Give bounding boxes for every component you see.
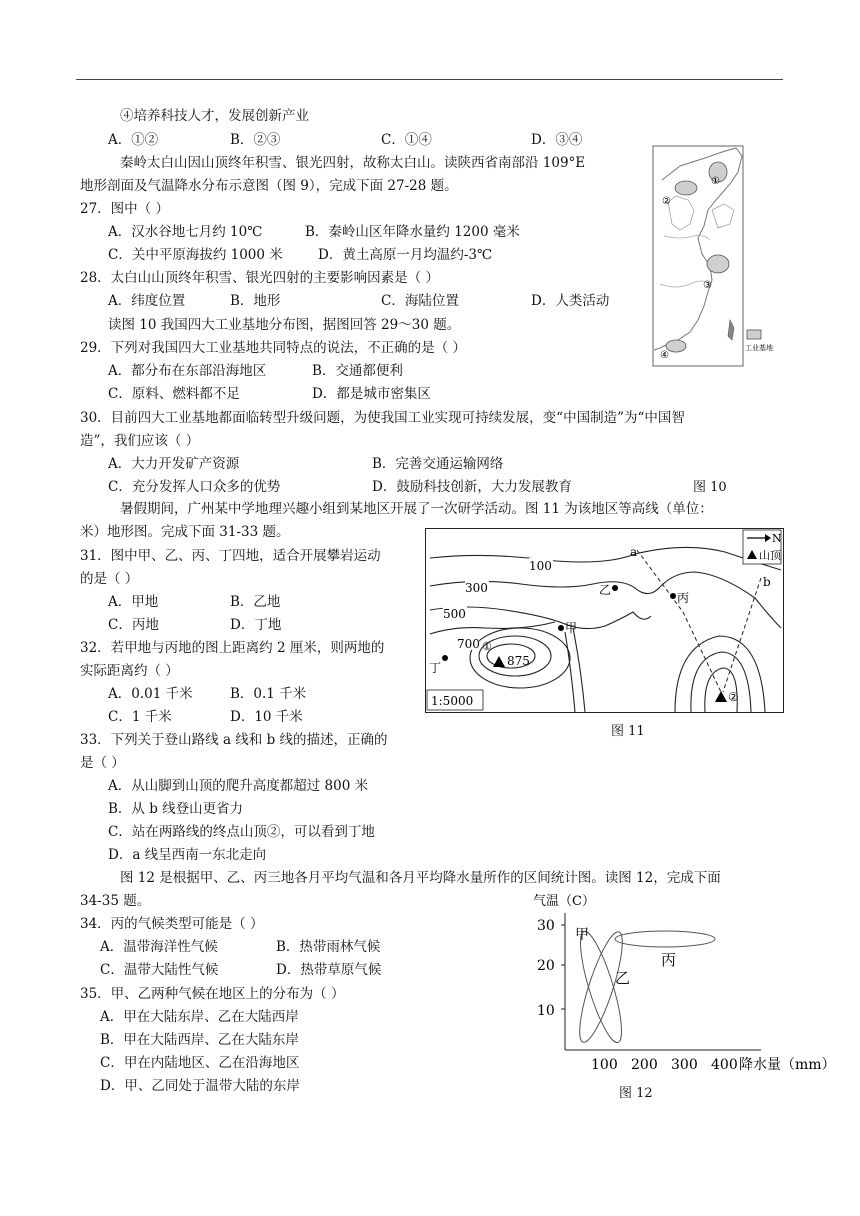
question-30-cont: 造”，我们应该（ ）: [80, 433, 200, 449]
contour-label: 700: [457, 637, 480, 651]
figure-12-chart: [525, 885, 840, 1077]
contour-label: 100: [529, 559, 552, 573]
y-axis-label: 气温（C）: [533, 894, 595, 909]
peak-1-label: ①: [482, 640, 492, 653]
series-jia-region: [573, 928, 630, 1046]
industrial-base-beijing-tianjin: [675, 181, 697, 195]
peak-elevation: 875: [507, 654, 530, 668]
option-b: B．热带雨林气候: [276, 939, 381, 955]
option-d: D．黄土高原一月均温约-3℃: [318, 247, 493, 263]
option-a: A．大力开发矿产资源: [108, 456, 240, 472]
taiwan-island: [728, 320, 734, 340]
header-rule: [76, 79, 783, 80]
option-c: C．充分发挥人口众多的优势: [108, 479, 281, 495]
figure-12-caption: 图 12: [619, 1086, 653, 1101]
option-c: C．甲在内陆地区、乙在沿海地区: [100, 1055, 300, 1071]
option-c: C．1 千米: [108, 709, 172, 725]
option-b: B．交通都便利: [312, 363, 403, 379]
option-c: C．原料、燃料都不足: [108, 386, 240, 402]
series-jia-label: 甲: [575, 927, 589, 943]
option-d: D．人类活动: [531, 293, 610, 309]
fig10-legend-label: 工业基地: [745, 344, 773, 352]
question-31: 31．图中甲、乙、丙、丁四地，适合开展攀岩运动: [80, 548, 381, 564]
question-33: 33．下列关于登山路线 a 线和 b 线的描述，正确的: [80, 732, 388, 748]
question-32: 32．若甲地与丙地的图上距离约 2 厘米，则两地的: [80, 640, 385, 656]
option-c: C．海陆位置: [381, 293, 459, 309]
fig10-label-3: ③: [703, 280, 712, 291]
option-d: D．鼓励科技创新，大力发展教育: [372, 479, 572, 495]
option-a: A．汉水谷地七月约 10℃: [108, 224, 263, 240]
x-tick: 300: [671, 1057, 698, 1073]
contour-label: 500: [443, 607, 466, 621]
fig10-label-4: ④: [660, 350, 669, 361]
passage: 34-35 题。: [80, 893, 151, 909]
industrial-base-huning-hang: [707, 255, 729, 273]
question-31-cont: 的是（ ）: [80, 571, 139, 587]
passage: 读图 10 我国四大工业基地分布图，据图回答 29～30 题。: [108, 317, 461, 333]
option-b: B．乙地: [230, 594, 281, 610]
place-jia: 甲: [565, 621, 578, 635]
option-d: D．10 千米: [230, 709, 303, 725]
option-b: B．从 b 线登山更省力: [108, 801, 244, 817]
peak-2-label: ②: [728, 690, 739, 704]
legend-swatch: [747, 330, 761, 339]
figure-11-caption: 图 11: [611, 724, 645, 739]
x-tick: 100: [591, 1057, 618, 1073]
option-b: B．甲在大陆西岸、乙在大陆东岸: [100, 1032, 299, 1048]
question-35: 35．甲、乙两种气候在地区上的分布为（ ）: [80, 986, 345, 1002]
industrial-base-pearl-river: [666, 340, 686, 352]
route-b-label: b: [763, 575, 771, 589]
series-bing-label: 丙: [661, 951, 677, 969]
option-a: A．温带海洋性气候: [100, 939, 218, 955]
figure-10-map: [650, 144, 785, 370]
north-label: N: [772, 532, 782, 545]
question-28: 28．太白山山顶终年积雪、银光四射的主要影响因素是（ ）: [80, 270, 439, 286]
question-32-cont: 实际距离约（ ）: [80, 663, 179, 679]
option-b: B．0.1 千米: [230, 686, 307, 702]
option-c: C．丙地: [108, 617, 159, 633]
option-b: B．秦岭山区年降水量约 1200 毫米: [305, 224, 520, 240]
option-b: B．地形: [230, 293, 281, 309]
option-c: C．关中平原海拔约 1000 米: [108, 247, 283, 263]
question-33-cont: 是（ ）: [80, 755, 125, 771]
question-27: 27．图中（ ）: [80, 201, 169, 217]
x-tick: 400: [711, 1057, 738, 1073]
y-tick: 30: [537, 918, 555, 934]
figure-11-contour-map: [425, 528, 784, 713]
series-yi-label: 乙: [615, 969, 631, 987]
contour-label: 300: [465, 581, 488, 595]
passage: 地形剖面及气温降水分布示意图（图 9），完成下面 27-28 题。: [80, 178, 458, 194]
option-d: D．③④: [531, 132, 583, 148]
question-29: 29．下列对我国四大工业基地共同特点的说法，不正确的是（ ）: [80, 340, 466, 356]
option-a: A．①②: [108, 132, 159, 148]
x-tick: 200: [631, 1057, 658, 1073]
figure-10-caption: 图 10: [693, 480, 727, 495]
x-axis-label: 降水量（mm）: [739, 1057, 836, 1073]
y-tick: 10: [537, 1003, 555, 1019]
option-c: C．站在两路线的终点山顶②，可以看到丁地: [108, 824, 375, 840]
option-d: D．a 线呈西南一东北走向: [108, 847, 267, 863]
option-a: A．甲在大陆东岸、乙在大陆西岸: [100, 1009, 299, 1025]
place-ding: 丁: [429, 661, 442, 675]
option-c: C．温带大陆性气候: [100, 962, 219, 978]
option-a: A．0.01 千米: [108, 686, 193, 702]
place-bing: 丙: [677, 591, 690, 605]
series-bing-region: [615, 931, 715, 947]
passage: 米）地形图。完成下面 31-33 题。: [80, 524, 290, 540]
place-yi: 乙: [599, 583, 612, 597]
passage: 图 12 是根据甲、乙、丙三地各月平均气温和各月平均降水量所作的区间统计图。读图 12，完成下面: [120, 870, 721, 886]
question-34: 34．丙的气候类型可能是（ ）: [80, 916, 264, 932]
passage: 暑假期间，广州某中学地理兴趣小组到某地区开展了一次研学活动。图 11 为该地区等高线（单位：: [120, 501, 713, 517]
option-a: A．从山脚到山顶的爬升高度都超过 800 米: [108, 778, 369, 794]
route-a-label: a: [630, 545, 638, 559]
y-tick: 20: [537, 958, 555, 974]
option-a: A．纬度位置: [108, 293, 186, 309]
option-line: ④培养科技人才，发展创新产业: [120, 108, 309, 124]
legend-peak-label: 山顶: [759, 549, 781, 562]
fig10-label-2: ②: [662, 196, 671, 207]
option-d: D．丁地: [230, 617, 282, 633]
option-b: B．②③: [230, 132, 281, 148]
option-b: B．完善交通运输网络: [372, 456, 504, 472]
passage: 秦岭太白山因山顶终年积雪、银光四射，故称太白山。读陕西省南部沿 109°E: [120, 155, 586, 171]
question-30: 30．目前四大工业基地都面临转型升级问题，为使我国工业实现可持续发展，变“中国制造”为“中国智: [80, 410, 685, 426]
option-d: D．热带草原气候: [276, 962, 382, 978]
option-c: C．①④: [381, 132, 432, 148]
option-a: A．甲地: [108, 594, 159, 610]
scale-label: 1:5000: [431, 694, 474, 708]
option-d: D．都是城市密集区: [312, 386, 431, 402]
option-a: A．都分布在东部沿海地区: [108, 363, 267, 379]
option-d: D．甲、乙同处于温带大陆的东岸: [100, 1078, 300, 1094]
fig10-label-1: ①: [711, 176, 720, 187]
